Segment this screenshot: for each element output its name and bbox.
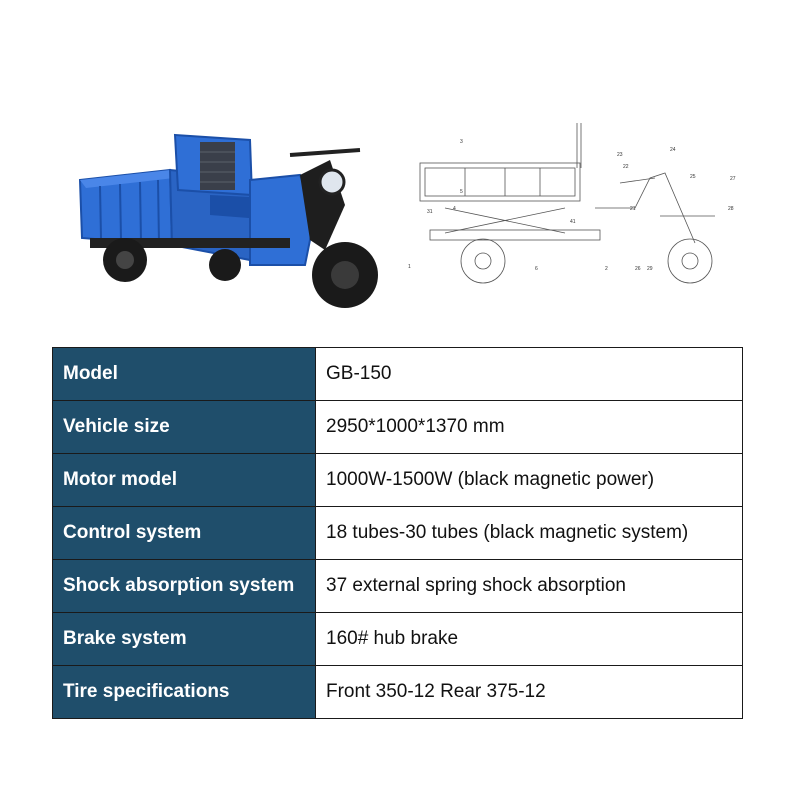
- part-label: 27: [730, 176, 736, 182]
- part-label: 31: [427, 209, 433, 215]
- table-row: [53, 666, 743, 719]
- spec-value: 2950*1000*1370 mm: [316, 401, 743, 454]
- part-label: 1: [408, 264, 411, 270]
- spec-value: Front 350-12 Rear 375-12: [316, 666, 743, 719]
- part-label: 24: [670, 147, 676, 153]
- part-label: 41: [570, 219, 576, 225]
- table-row: [53, 560, 743, 613]
- part-label: 3: [460, 139, 463, 145]
- part-label: 22: [623, 164, 629, 170]
- part-label: 28: [728, 206, 734, 212]
- part-label: 2: [605, 266, 608, 272]
- spec-value: 160# hub brake: [316, 613, 743, 666]
- spec-label: Vehicle size: [53, 401, 316, 454]
- part-label: 21: [630, 206, 636, 212]
- spec-label: Tire specifications: [53, 666, 316, 719]
- part-label: 6: [535, 266, 538, 272]
- tricycle-line-drawing: [405, 118, 750, 288]
- spec-value: 18 tubes-30 tubes (black magnetic system): [316, 507, 743, 560]
- tricycle-photo: [70, 120, 390, 320]
- table-row: [53, 613, 743, 666]
- part-number-labels: [408, 139, 736, 272]
- spec-value: GB-150: [316, 348, 743, 401]
- spec-label: Control system: [53, 507, 316, 560]
- table-row: [53, 454, 743, 507]
- table-row: [53, 348, 743, 401]
- spec-label: Model: [53, 348, 316, 401]
- spec-label: Shock absorption system: [53, 560, 316, 613]
- part-label: 25: [690, 174, 696, 180]
- part-label: 26: [635, 266, 641, 272]
- part-label: 23: [617, 152, 623, 158]
- part-label: 29: [647, 266, 653, 272]
- spec-label: Brake system: [53, 613, 316, 666]
- table-row: [53, 507, 743, 560]
- table-row: [53, 401, 743, 454]
- spec-table: [52, 347, 743, 719]
- part-label: 5: [460, 189, 463, 195]
- spec-value: 1000W-1500W (black magnetic power): [316, 454, 743, 507]
- spec-label: Motor model: [53, 454, 316, 507]
- spec-value: 37 external spring shock absorption: [316, 560, 743, 613]
- part-label: 4: [453, 206, 456, 212]
